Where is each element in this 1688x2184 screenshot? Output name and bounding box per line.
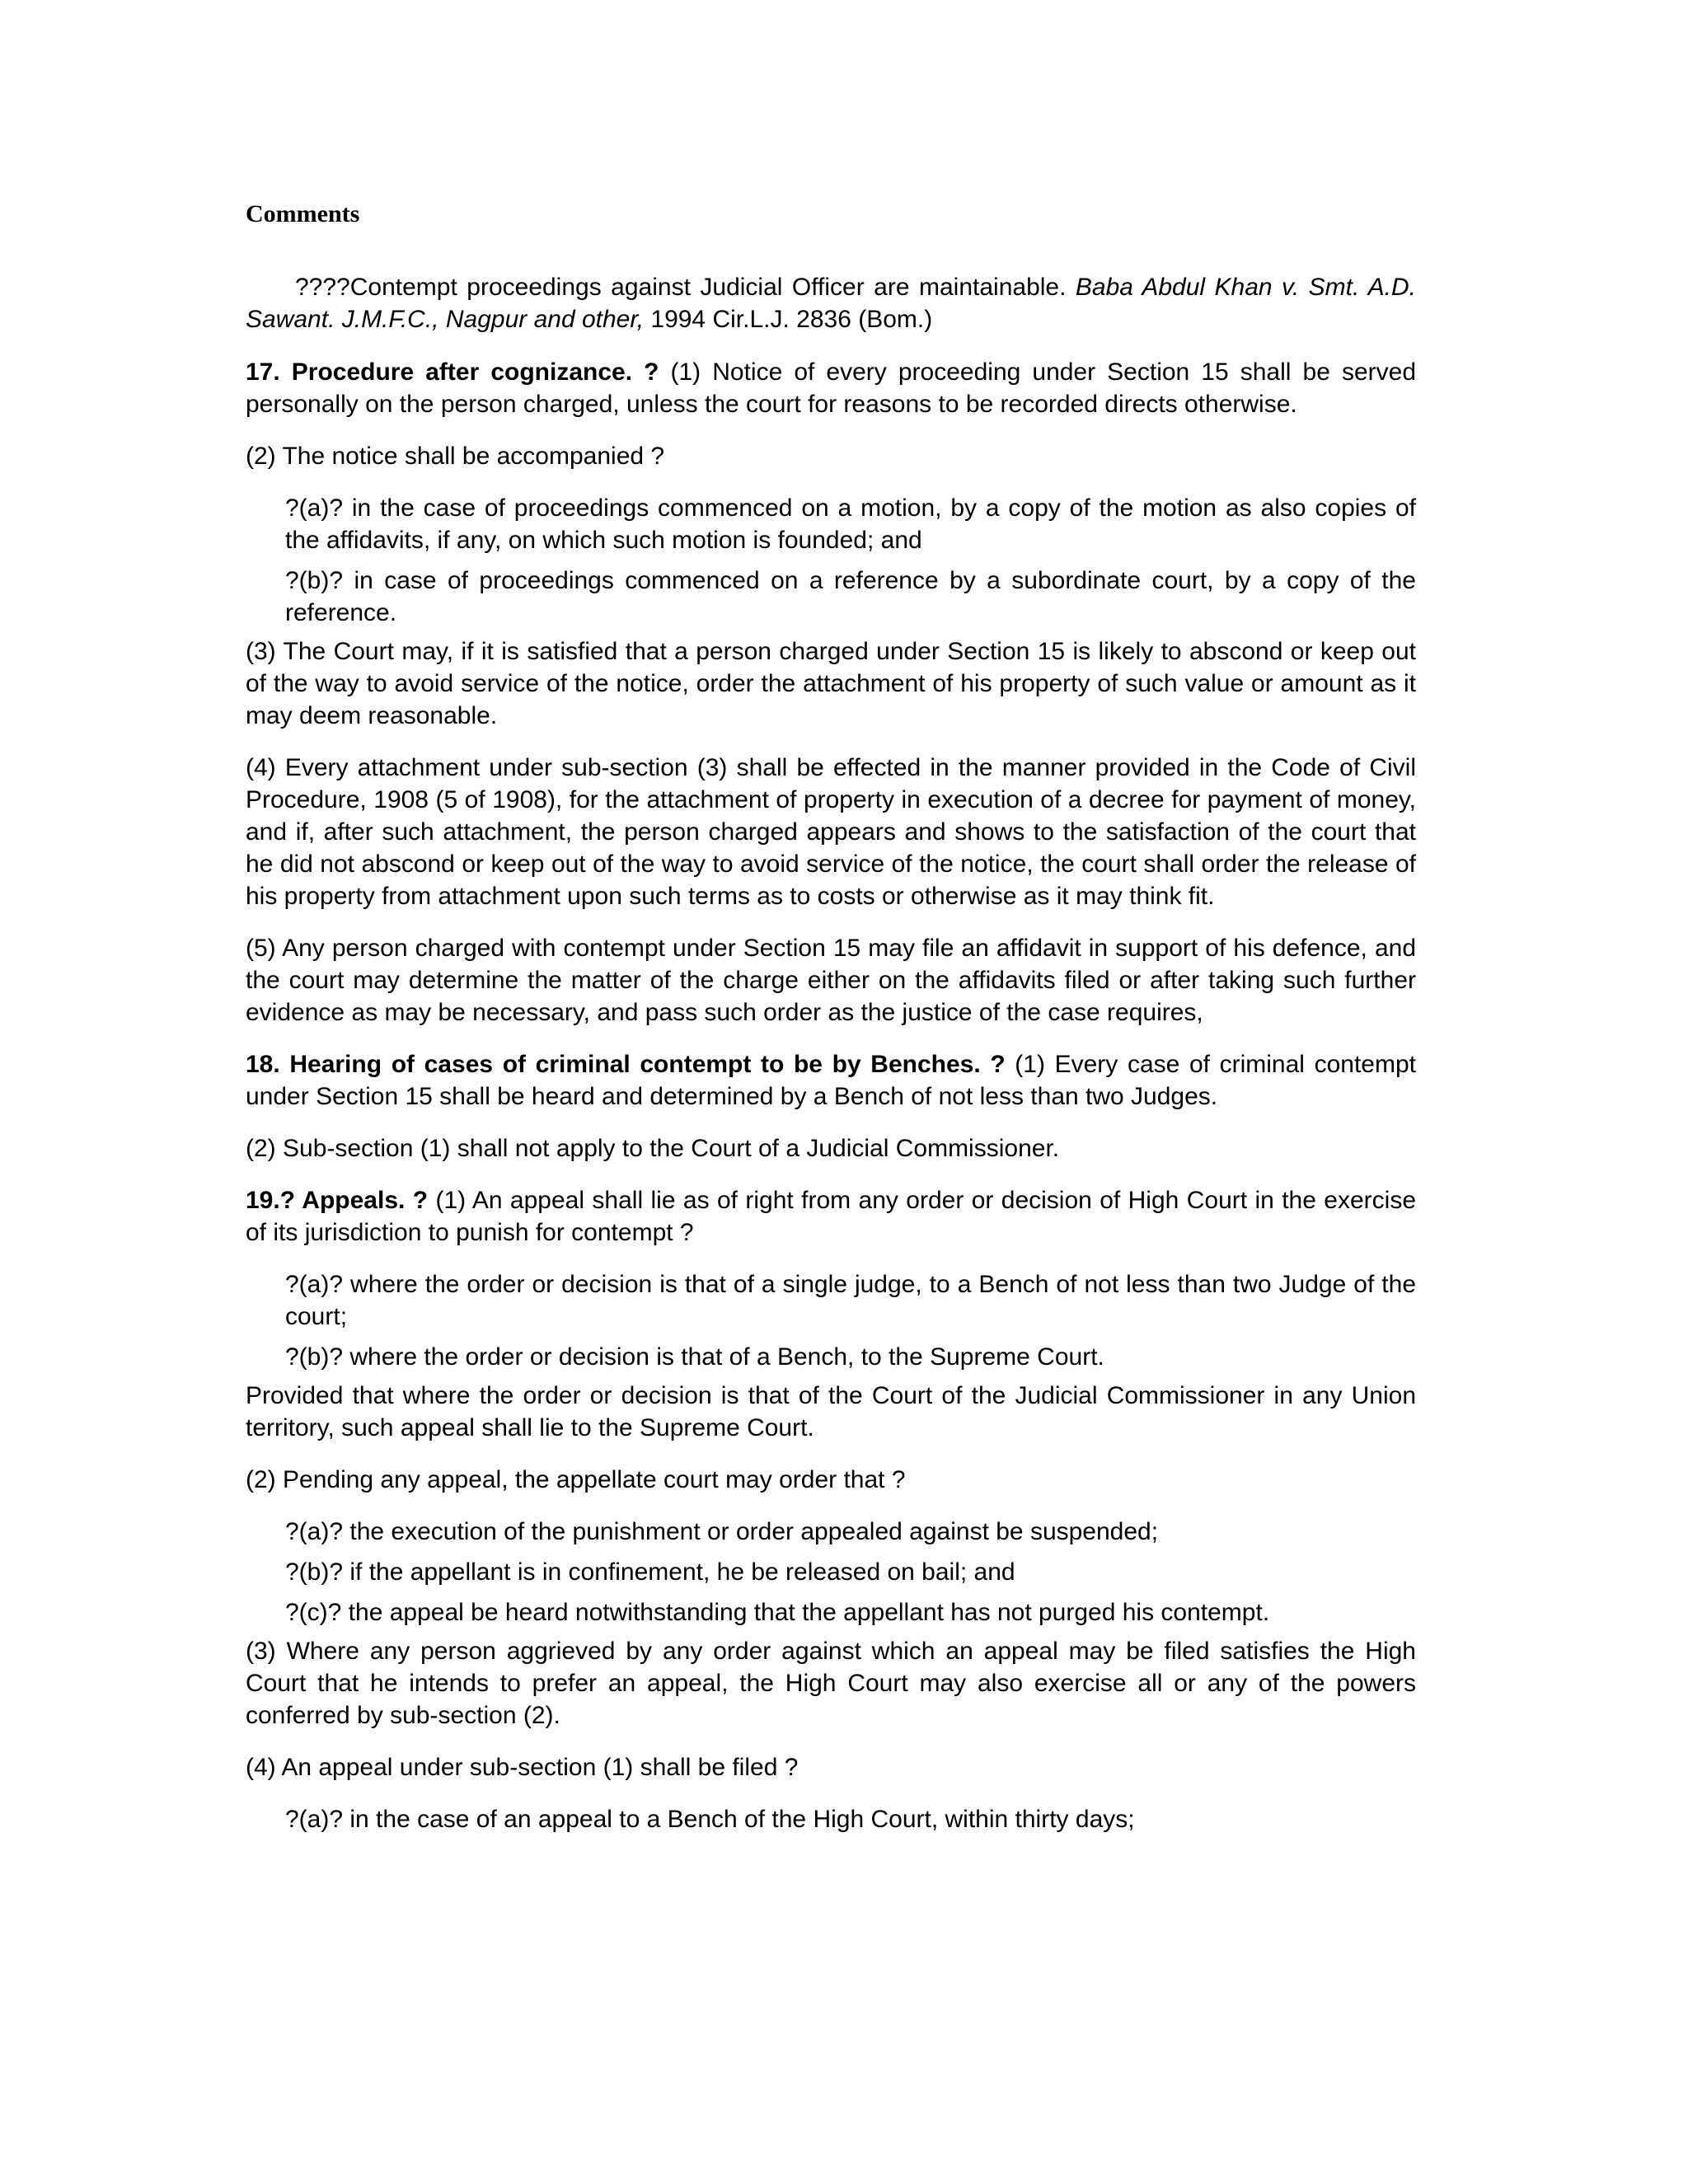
section-17-subsection-2: (2) The notice shall be accompanied ? xyxy=(246,443,665,470)
case-citation: 1994 Cir.L.J. 2836 (Bom.) xyxy=(644,306,933,333)
section-17-subsection-1 xyxy=(246,356,1416,420)
section-18-subsection-1-text: (1) Every case of criminal contempt under Section 15 shall be heard and determined by a Bench of not less than two Judges. xyxy=(246,1051,1417,1110)
section-17-subsection-1-text: (1) Notice of every proceeding under Section 15 shall be served personally on the person charged, unless the court for reasons to be recorded directs otherwise. xyxy=(246,359,1416,418)
section-19-clause-4a: ?(a)? in the case of an appeal to a Bench of the High Court, within thirty days; xyxy=(285,1806,1135,1833)
comment-paragraph xyxy=(246,271,1416,335)
section-19-subsection-1-text: (1) An appeal shall lie as of right from any order or decision of High Court in the exercise of its jurisdiction to punish for contempt ? xyxy=(246,1187,1417,1246)
case-name: Baba Abdul Khan v. Smt. A.D. Sawant. J.M.F.C., Nagpur and other, xyxy=(246,274,1416,333)
section-17-subsection-5: (5) Any person charged with contempt under Section 15 may file an affidavit in support of his defence, and the court may determine the matter of the charge either on the affidavits filed or after taking such further evidence as may be necessary, and pass such order as the justice of the case requires, xyxy=(246,935,1416,1026)
section-19-clause-2a: ?(a)? the execution of the punishment or order appealed against be suspended; xyxy=(285,1518,1159,1545)
section-19-subsection-2: (2) Pending any appeal, the appellate court may order that ? xyxy=(246,1466,906,1493)
section-19-clause-1b: ?(b)? where the order or decision is that of a Bench, to the Supreme Court. xyxy=(285,1343,1104,1371)
section-19-subsection-4: (4) An appeal under sub-section (1) shall be filed ? xyxy=(246,1754,799,1781)
section-17-clause-2a: ?(a)? in the case of proceedings commenced on a motion, by a copy of the motion as also copies of the affidavits, if any, on which such motion is founded; and xyxy=(285,494,1416,554)
section-19-title: 19.? Appeals. ? xyxy=(246,1187,429,1214)
section-17-title: 17. Procedure after cognizance. ? xyxy=(246,359,659,386)
section-18-subsection-1 xyxy=(246,1048,1416,1113)
comment-text: ????Contempt proceedings against Judicial Officer are maintainable. xyxy=(295,274,1076,301)
section-17-subsection-3: (3) The Court may, if it is satisfied that a person charged under Section 15 is likely to abscond or keep out of the way to avoid service of the notice, order the attachment of his property of such value or amount as it may deem reasonable. xyxy=(246,638,1416,729)
section-18-title: 18. Hearing of cases of criminal contempt to be by Benches. ? xyxy=(246,1051,1006,1078)
section-19-subsection-3: (3) Where any person aggrieved by any order against which an appeal may be filed satisfies the High Court that he intends to prefer an appeal, the High Court may also exercise all or any of the powers conferred by sub-section (2). xyxy=(246,1638,1416,1729)
section-17-clause-2b: ?(b)? in case of proceedings commenced on a reference by a subordinate court, by a copy of the reference. xyxy=(285,567,1416,626)
comments-heading: Comments xyxy=(246,200,360,227)
section-19-subsection-1 xyxy=(246,1184,1416,1249)
section-19-clause-2c: ?(c)? the appeal be heard notwithstanding that the appellant has not purged his contempt. xyxy=(285,1599,1270,1626)
section-17-subsection-4: (4) Every attachment under sub-section (3) shall be effected in the manner provided in the Code of Civil Procedure, 1908 (5 of 1908), for the attachment of property in execution of a decree for payment of money, and if, after such attachment, the person charged appears and shows to the satisfaction of the court that he did not abscond or keep out of the way to avoid service of the notice, the court shall order the release of his property from attachment upon such terms as to costs or otherwise as it may think fit. xyxy=(246,754,1416,910)
section-19-clause-2b: ?(b)? if the appellant is in confinement, he be released on bail; and xyxy=(285,1558,1015,1586)
section-19-proviso: Provided that where the order or decision is that of the Court of the Judicial Commissioner in any Union territory, such appeal shall lie to the Supreme Court. xyxy=(246,1382,1416,1441)
section-19-clause-1a: ?(a)? where the order or decision is that of a single judge, to a Bench of not less than two Judge of the court; xyxy=(285,1271,1416,1330)
document-page xyxy=(246,198,1416,1844)
section-18-subsection-2: (2) Sub-section (1) shall not apply to the Court of a Judicial Commissioner. xyxy=(246,1135,1060,1162)
